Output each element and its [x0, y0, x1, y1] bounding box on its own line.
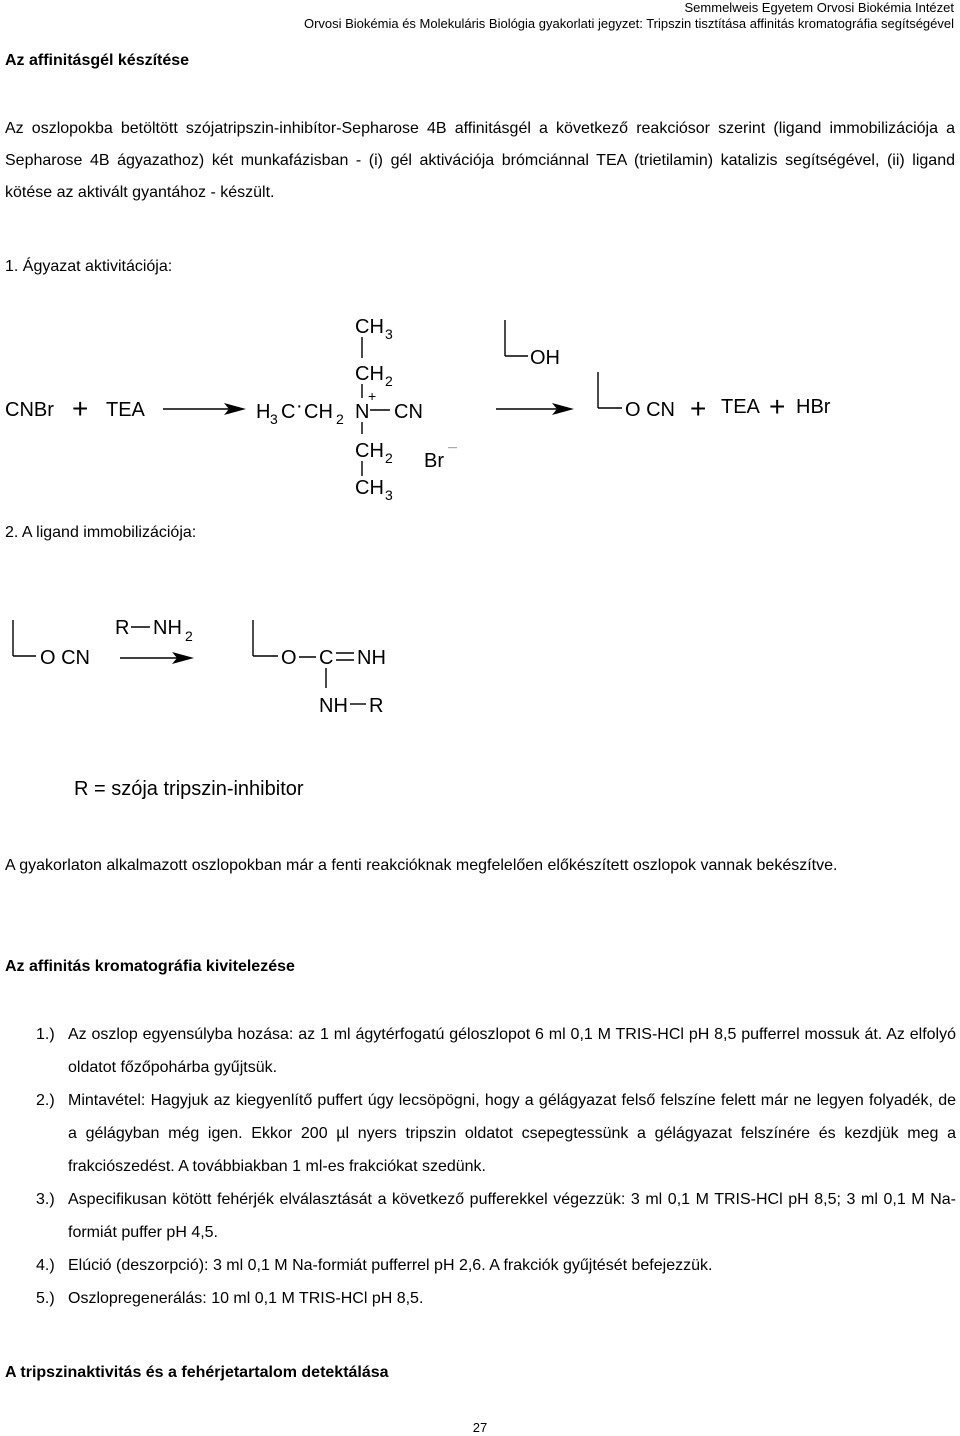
page-number: 27: [472, 1420, 488, 1435]
inter-ch2-sub: 2: [336, 411, 344, 427]
product-tea: TEA: [721, 396, 760, 418]
section-title-chromatography: Az affinitás kromatográfia kivitelezése: [5, 958, 295, 975]
top-ch2-sub: 2: [385, 373, 393, 389]
bot-ch3-sub: 3: [385, 487, 393, 503]
top-ch3: CH: [355, 316, 384, 338]
reactant-ocn: O CN: [40, 647, 90, 669]
inter-c: C: [281, 401, 296, 423]
plus-sign: +: [72, 393, 89, 424]
step-text: Aspecifikusan kötött fehérjék elválasztását a következő pufferekkel végezzük: 3 ml 0,1 M TRIS-HCl pH 8,5; 3 ml 0,1 M Na-formiát puffer pH 4,5.: [68, 1191, 956, 1241]
step-number: 4.): [36, 1257, 55, 1274]
step1-label: 1. Ágyazat aktivitációja:: [5, 258, 173, 275]
bot-ch2: CH: [355, 440, 384, 462]
reagent-nh-sub: 2: [185, 628, 193, 644]
procedure-step: [0, 1183, 960, 1249]
plus-sign-2: +: [690, 393, 707, 424]
reagent-nh: NH: [153, 617, 182, 639]
step-number: 1.): [36, 1026, 55, 1043]
product-nhr-r: R: [369, 695, 384, 717]
procedure-step: [0, 1249, 960, 1282]
header-course: Orvosi Biokémia és Molekuláris Biológia gyakorlati jegyzet: Tripszin tisztítása affinitás kromatográfia segítségével: [303, 16, 954, 31]
reactant-tea: TEA: [106, 399, 145, 421]
prepared-columns-note: A gyakorlaton alkalmazott oszlopokban már a fenti reakcióknak megfelelően előkészített oszlopok vannak bekészítve.: [5, 857, 838, 874]
step2-label: 2. A ligand immobilizációja:: [5, 524, 197, 541]
inter-h: H: [256, 401, 271, 423]
inter-h-sub: 3: [270, 411, 278, 427]
inter-cn: CN: [394, 401, 423, 423]
gel-oh: OH: [530, 347, 560, 369]
step-text: Oszlopregenerálás: 10 ml 0,1 M TRIS-HCl pH 8,5.: [68, 1290, 424, 1307]
inter-n: N: [355, 401, 370, 423]
product-hbr: HBr: [796, 396, 831, 418]
step-number: 5.): [36, 1290, 55, 1307]
procedure-step: [0, 1282, 960, 1315]
reagent-r: R: [115, 617, 130, 639]
reaction-scheme-activation: [0, 300, 960, 515]
top-ch3-sub: 3: [385, 326, 393, 342]
product-o: O: [281, 647, 297, 669]
inter-ch2: CH: [304, 401, 333, 423]
product-nhr-nh: NH: [319, 695, 348, 717]
intro-paragraph: Az oszlopokba betöltött szójatripszin-inhibítor-Sepharose 4B affinitásgél a következő reakciósor szerint (ligand immobilizációja a Sepharose 4B ágyazathoz) két munkafázisban - (i) gél aktivációja brómciánnal TEA (trietilamin) katalizis segítségével, (ii) ligand kötése az aktivált gyantához - készült.: [5, 120, 955, 201]
top-ch2: CH: [355, 363, 384, 385]
plus-sign-3: +: [769, 391, 786, 422]
step-text: Mintavétel: Hagyjuk az kiegyenlítő puffert úgy lecsöpögni, hogy a gélágyazat felső felszíne felett már ne legyen folyadék, de a gélágyban még igen. Ekkor 200 µl nyers tripszin oldatot csepegtessünk a gélágyazat felszínére és kezdjük meg a frakciószedést. A továbbiakban 1 ml-es frakciókat szedünk.: [68, 1092, 956, 1175]
procedure-steps: [0, 1018, 960, 1315]
section-title-affinity-gel: Az affinitásgél készítése: [5, 52, 190, 69]
reaction-scheme-immobilization: [0, 600, 960, 725]
product-c: C: [319, 647, 334, 669]
product-nh: NH: [357, 647, 386, 669]
header-institution: Semmelweis Egyetem Orvosi Biokémia Intézet: [684, 0, 954, 15]
bot-ch2-sub: 2: [385, 450, 393, 466]
section-title-detection: A tripszinaktivitás és a fehérjetartalom detektálása: [5, 1364, 389, 1381]
bot-ch3: CH: [355, 477, 384, 499]
product-ocn: O CN: [625, 399, 675, 421]
inter-n-charge: +: [368, 388, 377, 404]
procedure-step: [0, 1084, 960, 1183]
reactant-cnbr: CNBr: [5, 399, 54, 421]
procedure-step: [0, 1018, 960, 1084]
step-number: 3.): [36, 1191, 55, 1208]
counterion-br: Br: [424, 450, 444, 472]
step-number: 2.): [36, 1092, 55, 1109]
counterion-charge: —: [448, 442, 457, 452]
step-text: Elúció (deszorpció): 3 ml 0,1 M Na-formiát pufferrel pH 2,6. A frakciók gyűjtését befejezzük.: [68, 1257, 713, 1274]
inter-dot: ·: [296, 395, 303, 417]
r-definition: R = szója tripszin-inhibitor: [74, 778, 304, 800]
step-text: Az oszlop egyensúlyba hozása: az 1 ml ágytérfogatú géloszlopot 6 ml 0,1 M TRIS-HCl pH 8,5 pufferrel mossuk át. Az elfolyó oldatot főzőpohárba gyűjtsük.: [68, 1026, 956, 1076]
